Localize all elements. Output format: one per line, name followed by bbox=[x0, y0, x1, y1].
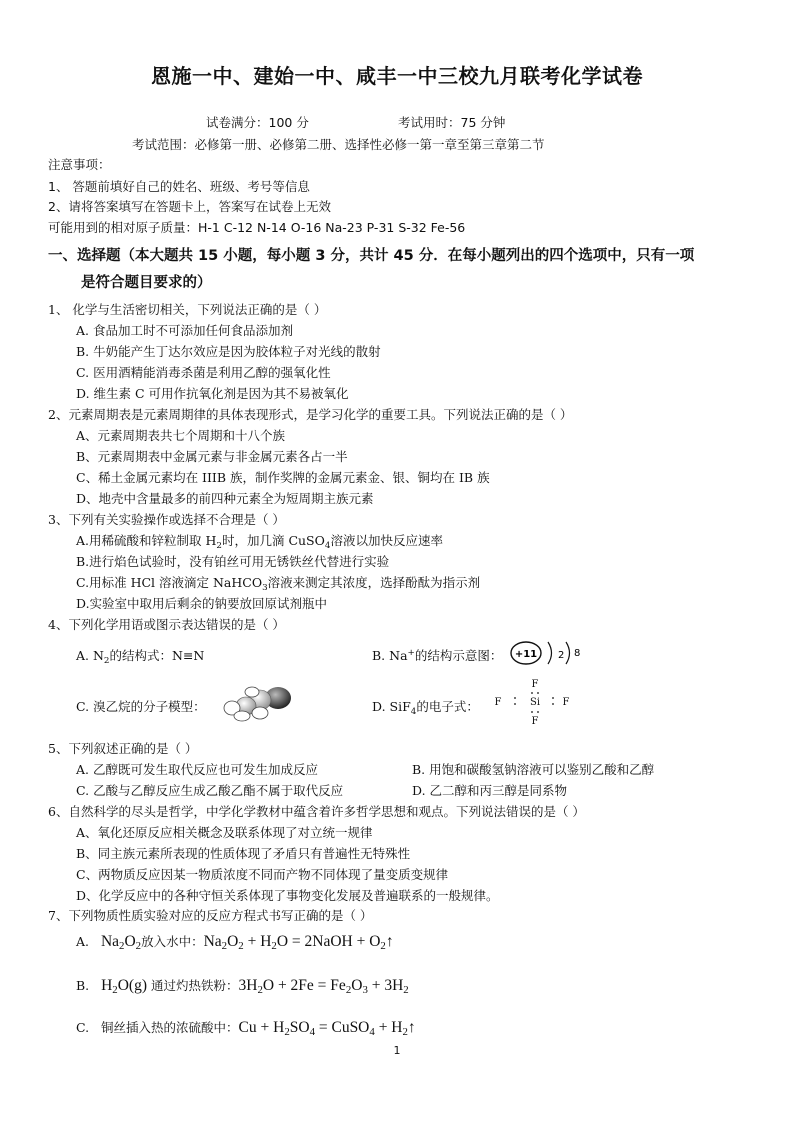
question-2-option-c: C、稀土金属元素均在 IIIB 族，制作奖牌的金属元素金、银、铜均在 IB 族 bbox=[76, 470, 490, 485]
question-2-option-b: B、元素周期表中金属元素与非金属元素各占一半 bbox=[76, 449, 348, 464]
option-label: A. bbox=[76, 934, 90, 949]
question-5-option-c: C. 乙酸与乙醇反应生成乙酸乙酯不属于取代反应 bbox=[76, 783, 344, 798]
option-text: A.用稀硫酸和锌粒制取 H bbox=[76, 533, 217, 548]
question-3-stem: 3、下列有关实验操作或选择不合理是（ ） bbox=[48, 512, 285, 527]
atom-sphere bbox=[252, 707, 268, 719]
option-text: 溶液来测定其浓度，选择酚酞为指示剂 bbox=[267, 575, 481, 590]
electron-shell-arc bbox=[548, 642, 552, 664]
option-text: 的结构式：N≡N bbox=[109, 648, 205, 663]
page-title: 恩施一中、建始一中、咸丰一中三校九月联考化学试卷 bbox=[151, 64, 643, 88]
section-heading: 一、选择题（本大题共 15 小题，每小题 3 分，共计 45 分．在每小题列出的四个选项中，只有一项 bbox=[48, 248, 695, 264]
question-2-option-d: D、地壳中含量最多的前四种元素全为短周期主族元素 bbox=[76, 491, 374, 506]
atom-sphere bbox=[234, 711, 250, 721]
question-7-stem: 7、下列物质性质实验对应的反应方程式书写正确的是（ ） bbox=[48, 908, 373, 923]
question-5-option-a: A. 乙醇既可发生取代反应也可发生加成反应 bbox=[76, 762, 318, 777]
question-1-option-b: B. 牛奶能产生丁达尔效应是因为胶体粒子对光线的散射 bbox=[76, 344, 381, 359]
question-6-option-a: A、氧化还原反应相关概念及联系体现了对立统一规律 bbox=[76, 825, 373, 840]
silicon-atom: Si bbox=[529, 697, 541, 708]
question-6-option-c: C、两物质反应因某一物质浓度不同而产物不同体现了量变质变规律 bbox=[76, 867, 449, 882]
option-label: B. bbox=[76, 978, 90, 993]
fluorine-atom: F bbox=[494, 697, 502, 708]
option-label: C. bbox=[76, 1020, 90, 1035]
question-4-option-c: C. 溴乙烷的分子模型： bbox=[76, 699, 206, 714]
exam-time: 考试用时：75 分钟 bbox=[398, 115, 506, 130]
option-text: 铜丝插入热的浓硫酸中： bbox=[101, 1020, 239, 1035]
question-5-stem: 5、下列叙述正确的是（ ） bbox=[48, 741, 198, 756]
option-text: 溶液以加快反应速率 bbox=[330, 533, 443, 548]
question-1-stem: 1、 化学与生活密切相关，下列说法正确的是（ ） bbox=[48, 302, 327, 317]
option-text: 通过灼热铁粉： bbox=[150, 978, 239, 993]
option-text: A. N bbox=[76, 648, 104, 663]
option-text: D. SiF bbox=[372, 699, 411, 714]
exam-scope: 考试范围：必修第一册、必修第二册、选择性必修一第一章至第三章第二节 bbox=[132, 137, 545, 152]
fluorine-atom: F bbox=[531, 679, 539, 690]
sif4-electron-formula bbox=[490, 676, 580, 728]
question-6-stem: 6、自然科学的尽头是哲学，中学化学教材中蕴含着许多哲学思想和观点。下列说法错误的是（ ） bbox=[48, 804, 585, 819]
question-3-option-c: C.用标准 HCl 溶液滴定 NaHCO$_3$溶液来测定其浓度，选择酚酞为指示剂 bbox=[76, 575, 481, 593]
option-text: B. Na bbox=[372, 648, 408, 663]
question-3-option-b: B.进行焰色试验时，没有铂丝可用无锈铁丝代替进行实验 bbox=[76, 554, 390, 569]
question-7-option-a: A. $Na_2O_2$放入水中：$Na_2O_2 + H_2O$ = 2NaOH + $O_2↑$ bbox=[76, 933, 394, 952]
fluorine-atom: F bbox=[531, 716, 539, 727]
bromoethane-molecule-model bbox=[220, 684, 296, 722]
option-text: C.用标准 HCl 溶液滴定 NaHCO bbox=[76, 575, 263, 590]
electron-shell-arc bbox=[566, 642, 570, 664]
sodium-ion-structure-diagram bbox=[508, 636, 588, 670]
question-2-stem: 2、元素周期表是元素周期律的具体表现形式，是学习化学的重要工具。下列说法正确的是（ ） bbox=[48, 407, 573, 422]
question-7-option-c: C. 铜丝插入热的浓硫酸中：$Cu + H_2SO_4$ = CuSO$_4$ + $H_2↑$ bbox=[76, 1019, 416, 1038]
section-heading-cont: 是符合题目要求的） bbox=[81, 275, 212, 291]
question-3-option-a: A.用稀硫酸和锌粒制取 $H_2$时，加几滴 CuSO$_4$溶液以加快反应速率 bbox=[76, 533, 443, 551]
question-5-option-d: D. 乙二醇和丙三醇是同系物 bbox=[412, 783, 568, 798]
nucleus-charge: +11 bbox=[514, 649, 538, 660]
shell-electron-count: 2 bbox=[558, 650, 565, 661]
question-4-option-a: A. $N_2$的结构式：N≡N bbox=[76, 648, 205, 666]
question-5-option-b: B. 用饱和碳酸氢钠溶液可以鉴别乙酸和乙醇 bbox=[412, 762, 655, 777]
question-4-option-b: B. Na+的结构示意图： bbox=[372, 647, 503, 663]
option-text: 的结构示意图： bbox=[414, 648, 503, 663]
question-2-option-a: A、元素周期表共七个周期和十八个族 bbox=[76, 428, 286, 443]
question-4-option-d: D. SiF$_4$的电子式： bbox=[372, 699, 479, 717]
shell-electron-count: 8 bbox=[574, 648, 581, 659]
option-text: 的电子式： bbox=[416, 699, 479, 714]
question-3-option-d: D.实验室中取用后剩余的钠要放回原试剂瓶中 bbox=[76, 596, 328, 611]
question-4-stem: 4、下列化学用语或图示表达错误的是（ ） bbox=[48, 617, 285, 632]
note-item: 2、请将答案填写在答题卡上，答案写在试卷上无效 bbox=[48, 199, 331, 214]
fluorine-atom: F bbox=[562, 697, 570, 708]
question-1-option-d: D. 维生素 C 可用作抗氧化剂是因为其不易被氧化 bbox=[76, 386, 349, 401]
question-1-option-a: A. 食品加工时不可添加任何食品添加剂 bbox=[76, 323, 293, 338]
option-text: 时，加几滴 CuSO bbox=[221, 533, 325, 548]
question-7-option-b: B. $H_2O(g)$ 通过灼热铁粉：$3H_2O + 2Fe = Fe_2O_3 + 3H_2$ bbox=[76, 977, 409, 996]
option-text: 放入水中： bbox=[141, 934, 204, 949]
question-6-option-d: D、化学反应中的各种守恒关系体现了事物变化发展及普遍联系的一般规律。 bbox=[76, 888, 499, 903]
notes-heading: 注意事项： bbox=[48, 157, 111, 172]
question-1-option-c: C. 医用酒精能消毒杀菌是利用乙醇的强氧化性 bbox=[76, 365, 331, 380]
atom-sphere bbox=[245, 687, 259, 697]
atomic-mass-line: 可能用到的相对原子质量：H-1 C-12 N-14 O-16 Na-23 P-31 S-32 Fe-56 bbox=[48, 220, 466, 235]
full-score: 试卷满分：100 分 bbox=[206, 115, 309, 130]
page-number: 1 bbox=[393, 1044, 401, 1057]
question-6-option-b: B、同主族元素所表现的性质体现了矛盾只有普遍性无特殊性 bbox=[76, 846, 411, 861]
note-item: 1、 答题前填好自己的姓名、班级、考号等信息 bbox=[48, 179, 310, 194]
